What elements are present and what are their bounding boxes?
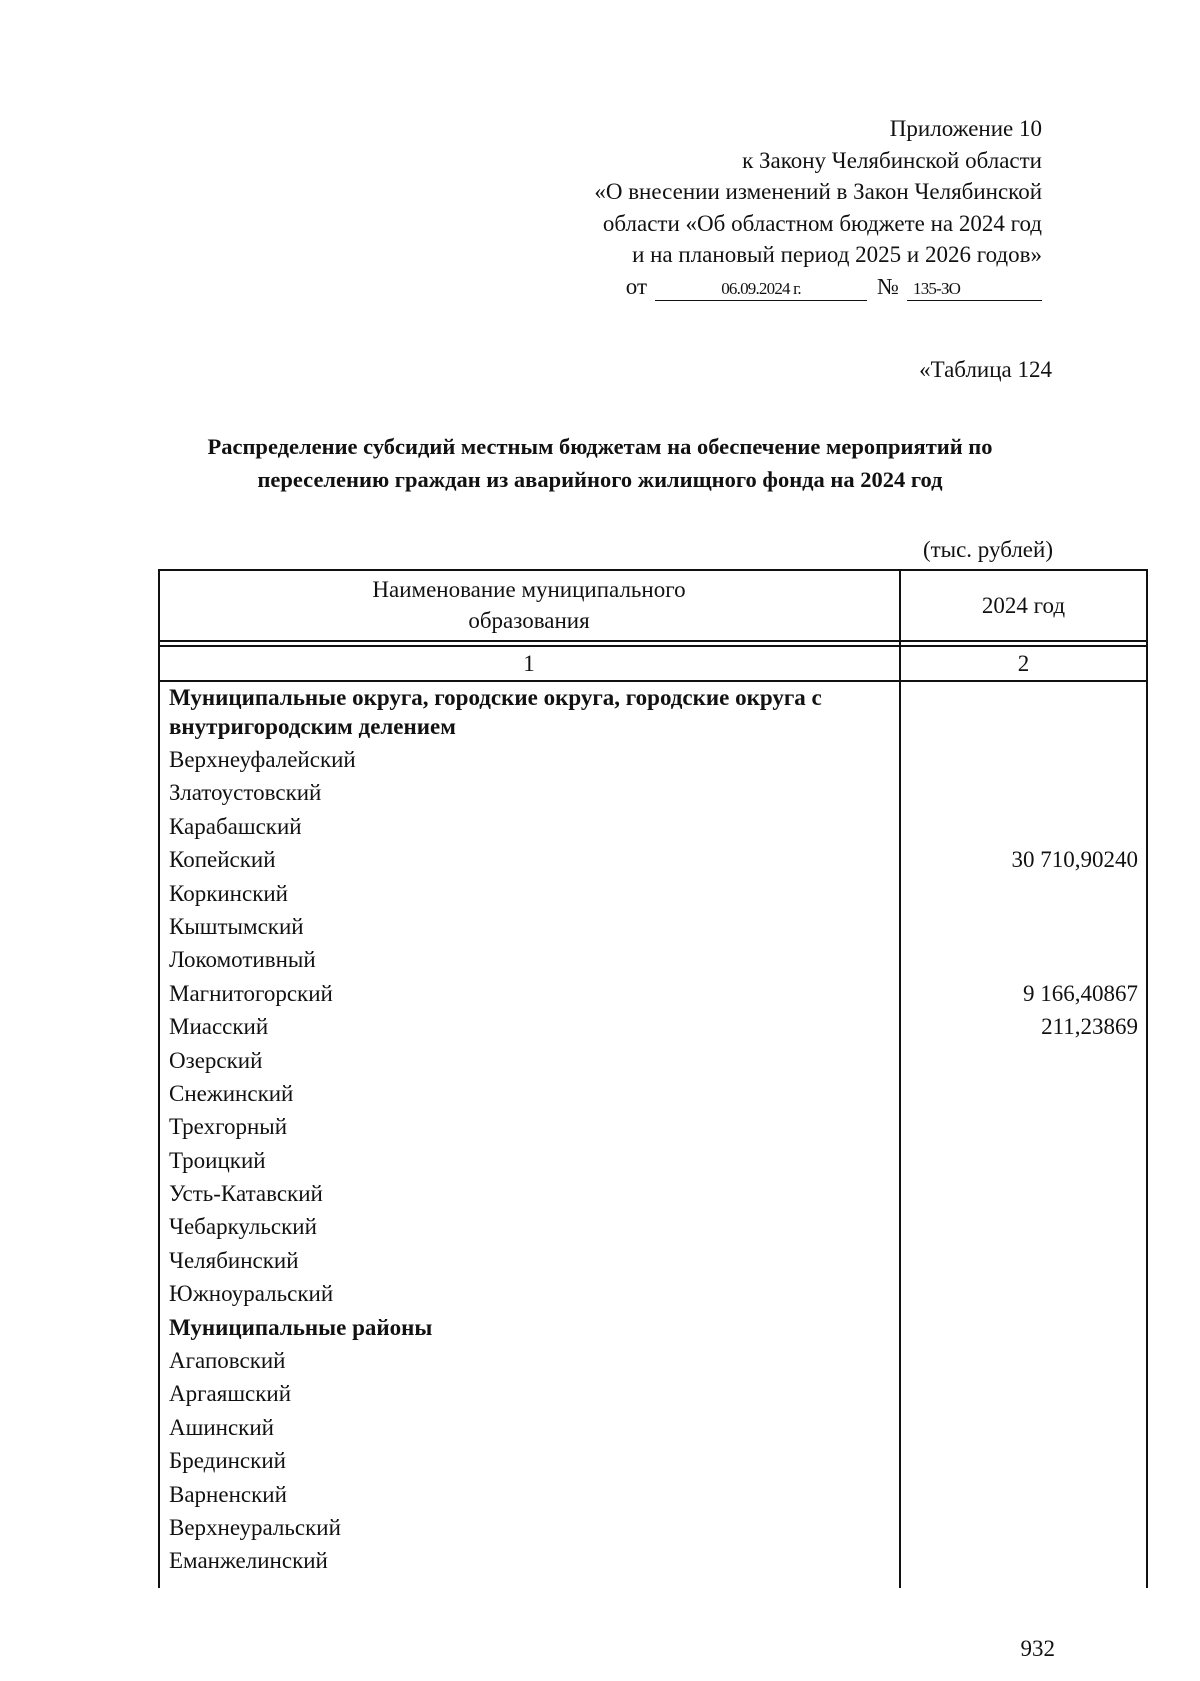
table-row [169, 1277, 1138, 1310]
table-row [169, 1210, 1138, 1243]
table-row [169, 810, 1138, 843]
law-name-line3: и на плановый период 2025 и 2026 годов» [632, 242, 1042, 267]
municipality-name: Миасский [169, 1014, 269, 1040]
municipality-name: Карабашский [169, 813, 302, 839]
number-row-bottom-border [158, 680, 1147, 682]
law-number: 135-ЗО [907, 278, 1042, 301]
table-row [169, 1544, 1138, 1577]
municipality-name: Агаповский [169, 1348, 286, 1374]
municipality-name: Снежинский [169, 1080, 294, 1106]
table-row [169, 1411, 1138, 1444]
municipality-name: Южноуральский [169, 1281, 334, 1307]
table-row [169, 1044, 1138, 1077]
column-header-name-line2: образования [468, 608, 590, 633]
table-row [169, 1144, 1138, 1177]
table-row [169, 1377, 1138, 1410]
municipality-name: Локомотивный [169, 947, 316, 973]
table-row [169, 910, 1138, 943]
table-row [169, 1077, 1138, 1110]
municipality-name: Трехгорный [169, 1114, 288, 1140]
municipality-name: Копейский [169, 847, 276, 873]
subsidy-amount: 9 166,40867 [1023, 980, 1138, 1006]
table-row [169, 1110, 1138, 1143]
table-row [169, 1344, 1138, 1377]
municipality-name: Усть-Катавский [169, 1181, 323, 1207]
from-label: от [625, 273, 648, 299]
subsidy-amount: 211,23869 [1041, 1014, 1138, 1040]
table-row [169, 1511, 1138, 1544]
municipality-name: Кыштымский [169, 913, 304, 939]
column-header-name-line1: Наименование муниципального [372, 577, 686, 602]
table-row [169, 1478, 1138, 1511]
page-number: 932 [1020, 1636, 1055, 1661]
municipality-name: Еманжелинский [169, 1548, 328, 1574]
law-date-number [594, 271, 1042, 303]
table-row [169, 1244, 1138, 1277]
table-left-border [158, 569, 160, 1588]
document-title [150, 430, 1050, 496]
title-line2: переселению граждан из аварийного жилищного фонда на 2024 год [257, 467, 943, 492]
table-right-border [1146, 569, 1148, 1588]
table-label: «Таблица 124 [919, 357, 1052, 382]
units-label: (тыс. рублей) [922, 537, 1053, 562]
table-row [169, 943, 1138, 976]
municipality-name: Варненский [169, 1481, 287, 1507]
column-header-year: 2024 год [981, 593, 1066, 618]
municipality-name: Магнитогорский [169, 980, 333, 1006]
section-rows-districts [169, 743, 1138, 1311]
law-name-line2: области «Об областном бюджете на 2024 год [602, 210, 1042, 236]
section-header-districts: Муниципальные округа, городские округа, городские округа с внутригородским делением [169, 685, 822, 739]
table-top-border [158, 569, 1147, 571]
header-bottom-border [158, 640, 1147, 642]
municipality-name: Троицкий [169, 1147, 266, 1173]
subsidy-amount: 30 710,90240 [1011, 847, 1138, 873]
table-row [169, 743, 1138, 776]
municipality-name: Чебаркульский [169, 1214, 317, 1240]
title-line1: Распределение субсидий местным бюджетам на обеспечение мероприятий по [207, 434, 993, 459]
column-number-1: 1 [523, 651, 535, 676]
section-header-municipal-regions: Муниципальные районы [169, 1314, 433, 1340]
appendix-title: Приложение 10 [889, 116, 1042, 141]
municipality-name: Верхнеуфалейский [169, 747, 356, 772]
table-row [169, 1444, 1138, 1477]
municipality-name: Челябинский [169, 1247, 299, 1273]
column-header-name [160, 574, 898, 636]
table-row [169, 1010, 1138, 1043]
law-date: 06.09.2024 г. [655, 278, 867, 301]
number-label: № [877, 273, 899, 299]
table-row [169, 977, 1138, 1010]
column-number-2: 2 [1017, 651, 1030, 676]
municipality-name: Ашинский [169, 1414, 274, 1440]
law-name-line1: «О внесении изменений в Закон Челябинской [594, 179, 1042, 204]
municipality-name: Озерский [169, 1047, 263, 1073]
appendix-header [594, 113, 1042, 302]
table-row [169, 1177, 1138, 1210]
number-row-top-border [158, 645, 1147, 647]
municipality-name: Верхнеуральский [169, 1514, 341, 1540]
law-reference: к Закону Челябинской области [742, 147, 1042, 173]
section-rows-municipal-regions [169, 1344, 1138, 1578]
municipality-name: Златоустовский [169, 780, 322, 806]
table-row [169, 877, 1138, 910]
table-row [169, 776, 1138, 809]
table-row [169, 843, 1138, 876]
municipality-name: Брединский [169, 1448, 286, 1474]
municipality-name: Аргаяшский [169, 1381, 292, 1407]
table-body [169, 683, 1138, 1578]
municipality-name: Коркинский [169, 880, 288, 906]
